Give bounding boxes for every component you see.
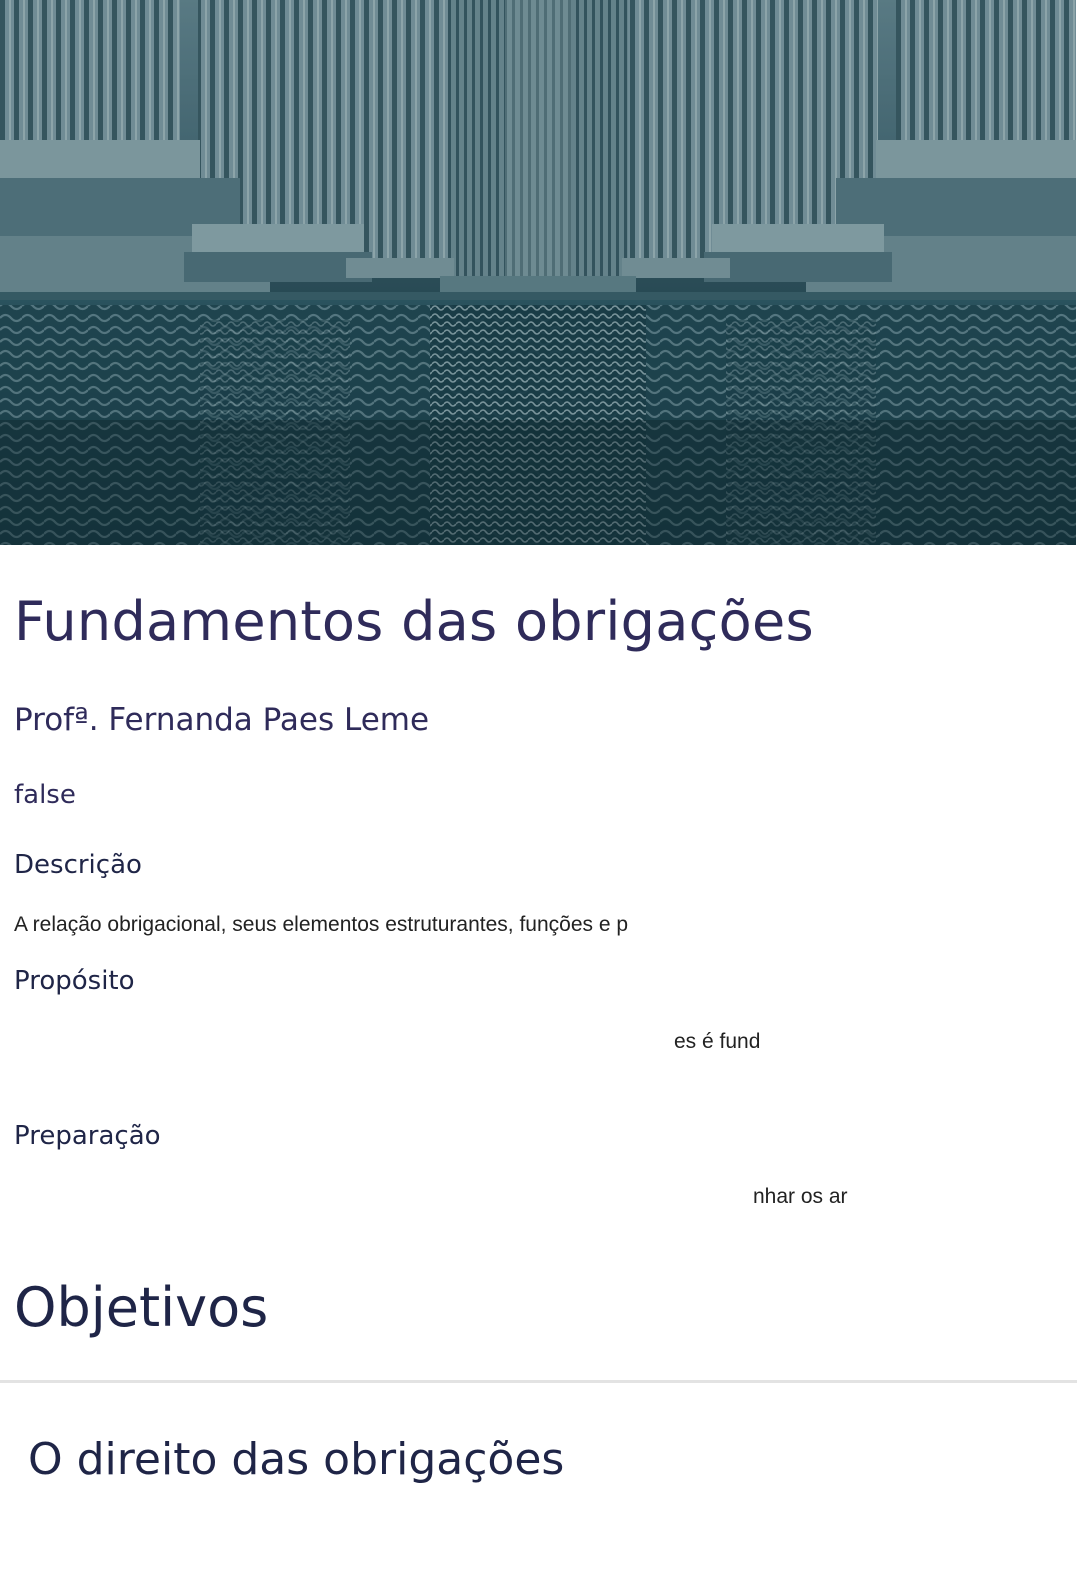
preparation-text: nhar os ar — [753, 1185, 848, 1208]
author-name: Profª. Fernanda Paes Leme — [14, 702, 430, 738]
description-label: Descrição — [14, 850, 142, 880]
preparation-label: Preparação — [14, 1121, 161, 1151]
purpose-label: Propósito — [14, 966, 135, 996]
objectives-heading: Objetivos — [14, 1276, 269, 1339]
status-flag-text: false — [14, 780, 76, 810]
purpose-text: es é fund — [674, 1030, 761, 1053]
hero-image — [0, 0, 1076, 545]
page-title: Fundamentos das obrigações — [14, 590, 814, 653]
description-text: A relação obrigacional, seus elementos estruturantes, funções e p — [14, 913, 629, 936]
module-heading: O direito das obrigações — [28, 1434, 565, 1485]
section-divider — [0, 1380, 1077, 1383]
columns-photo — [0, 0, 1076, 545]
